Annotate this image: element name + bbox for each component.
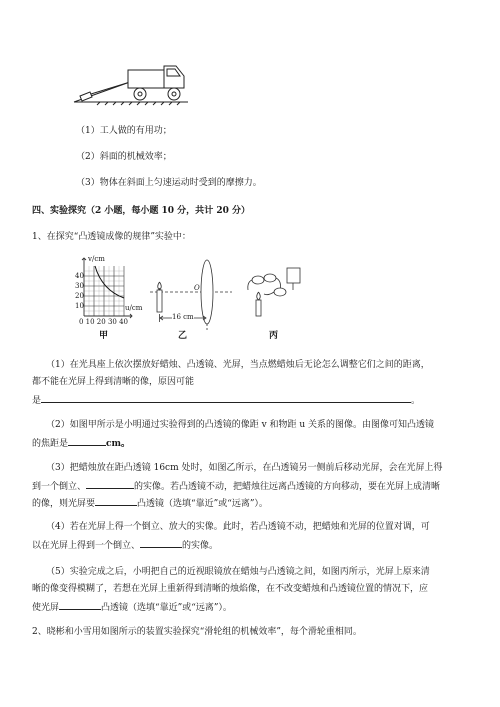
sub5-line3-suffix: 凸透镜（选填“靠近”或“远离”）。 [101,603,232,613]
answer-blank-screen-move[interactable] [95,496,137,506]
answer-blank-glasses-move[interactable] [59,600,101,610]
sub5-line1: （5）实验完成之后，小明把自己的近视眼镜放在蜡烛与凸透镜之间，如图丙所示，光屏上原来清 [46,567,430,577]
sub2-line2-prefix: 的焦距是 [32,439,69,449]
sub3-line3-prefix: 的像，则光屏要 [32,499,96,509]
figure-label-bing: 丙 [269,331,279,341]
sub4-line2 [32,538,218,552]
sub2-line2-suffix: cm。 [106,439,131,449]
graph-ytick-30: 30 [75,282,84,290]
question-1-intro: 1、在探究“凸透镜成像的规律”实验中： [32,232,191,242]
sub2-line1: （2）如图甲所示是小明通过实验得到的凸透镜的像距 v 和物距 u 关系的图像。由图像可知凸透镜 [46,420,435,430]
sub3-line2-prefix: 到一个倒立、 [32,482,87,492]
figure-label-yi: 乙 [178,331,188,341]
sub4-line2-prefix: 以在光屏上得到一个倒立、 [32,541,141,551]
sub4-line2-suffix: 的实像。 [182,541,219,551]
question-item-1: （1）工人做的有用功； [76,126,172,136]
sub5-line3 [32,600,232,614]
sub1-line3: 是 。 [32,393,420,407]
graph-ylabel: v/cm [88,255,105,263]
question-item-3: （3）物体在斜面上匀速运动时受到的摩擦力。 [76,178,262,188]
sub3-line2-suffix: 的实像。若凸透镜不动，把蜡烛往远离凸透镜的方向移动，要在光屏上成清晰 [134,482,441,492]
figure-label-jia: 甲 [99,331,109,341]
sub5-line3-prefix: 使光屏 [32,603,60,613]
answer-blank-1[interactable] [41,393,411,403]
sub2-line2 [32,436,130,450]
sub1-line3-prefix: 是 [32,396,42,406]
graph-xlabel: u/cm [125,304,143,312]
answer-blank-image-size[interactable] [140,538,182,548]
sub1-line1: （1）在光具座上依次摆放好蜡烛、凸透镜、光屏，当点燃蜡烛后无论怎么调整它们之间的距离， [46,360,430,370]
graph-xticks: 0 10 20 30 40 [79,318,128,326]
sub3-line3 [32,496,268,510]
answer-blank-focal-length[interactable] [68,436,106,446]
question-2-intro: 2、晓彬和小雪用如图所示的装置实验探究“滑轮组的机械效率”，每个滑轮重相同。 [32,627,362,637]
answer-blank-image-type[interactable] [86,479,134,489]
sub3-line2 [32,479,440,493]
sub3-line1: （3）把蜡烛放在距凸透镜 16cm 处时，如图乙所示，在凸透镜另一侧前后移动光屏，会在光屏上得 [46,463,443,473]
lens-center-O: O [194,284,200,292]
sub3-line3-suffix: 凸透镜（选填“靠近”或“远离”）。 [137,499,268,509]
sub5-line2: 晰的像变得模糊了，若想在光屏上重新得到清晰的烛焰像，在不改变蜡烛和凸透镜位置的情况下，应 [32,584,429,594]
section-title: 四、实验探究（2 小题，每小题 10 分，共计 20 分） [32,206,250,216]
distance-label: 16 cm [172,313,194,321]
graph-ytick-20: 20 [75,292,84,300]
sub4-line1: （4）若在光屏上得一个倒立、放大的实像。此时，若凸透镜不动，把蜡烛和光屏的位置对调，可 [46,522,430,532]
question-item-2: （2）斜面的机械效率； [76,152,172,162]
graph-ytick-40: 40 [75,272,84,280]
graph-ytick-10: 10 [75,302,84,310]
sub1-line2: 都不能在光屏上得到清晰的像，原因可能 [32,377,195,387]
